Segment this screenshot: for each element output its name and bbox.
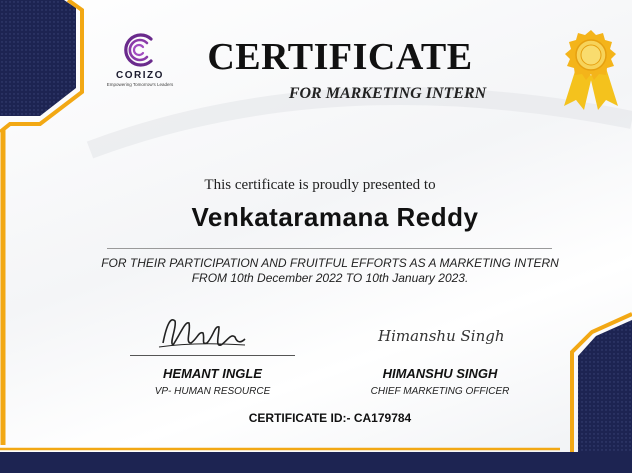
award-ribbon-icon: [558, 28, 624, 112]
recipient-name: Venkataramana Reddy: [191, 202, 479, 232]
certificate-id: CERTIFICATE ID:- CA179784: [248, 411, 412, 425]
signatory-2-name: HIMANSHU SINGH: [382, 366, 498, 381]
certificate-subtitle: FOR MARKETING INTERN: [288, 85, 487, 102]
signature-hemant-ingle: [155, 313, 250, 358]
bottom-navy-band: [0, 452, 632, 473]
corizo-logo: [104, 30, 176, 94]
signatory-2-role: CHIEF MARKETING OFFICER: [370, 386, 510, 397]
signature-line: [130, 355, 295, 356]
presented-text: This certificate is proudly presented to: [204, 177, 436, 193]
corizo-logo-icon: [120, 30, 160, 70]
certificate-description: FOR THEIR PARTICIPATION AND FRUITFUL EFFORTS AS A MARKETING INTERN FROM 10th December 2022 TO 10th January 2023.: [101, 256, 559, 285]
certificate-title: CERTIFICATE: [207, 36, 473, 78]
signature-himanshu-singh: Himanshu Singh: [378, 327, 505, 345]
signatory-1-role: VP- HUMAN RESOURCE: [154, 386, 271, 397]
logo-name: CORIZO: [116, 70, 164, 81]
logo-tagline: Empowering Tomorrow's Leaders: [106, 82, 174, 87]
signatory-1-name: HEMANT INGLE: [163, 366, 262, 381]
signature-drawing: [155, 313, 250, 353]
divider-line: [107, 248, 552, 249]
